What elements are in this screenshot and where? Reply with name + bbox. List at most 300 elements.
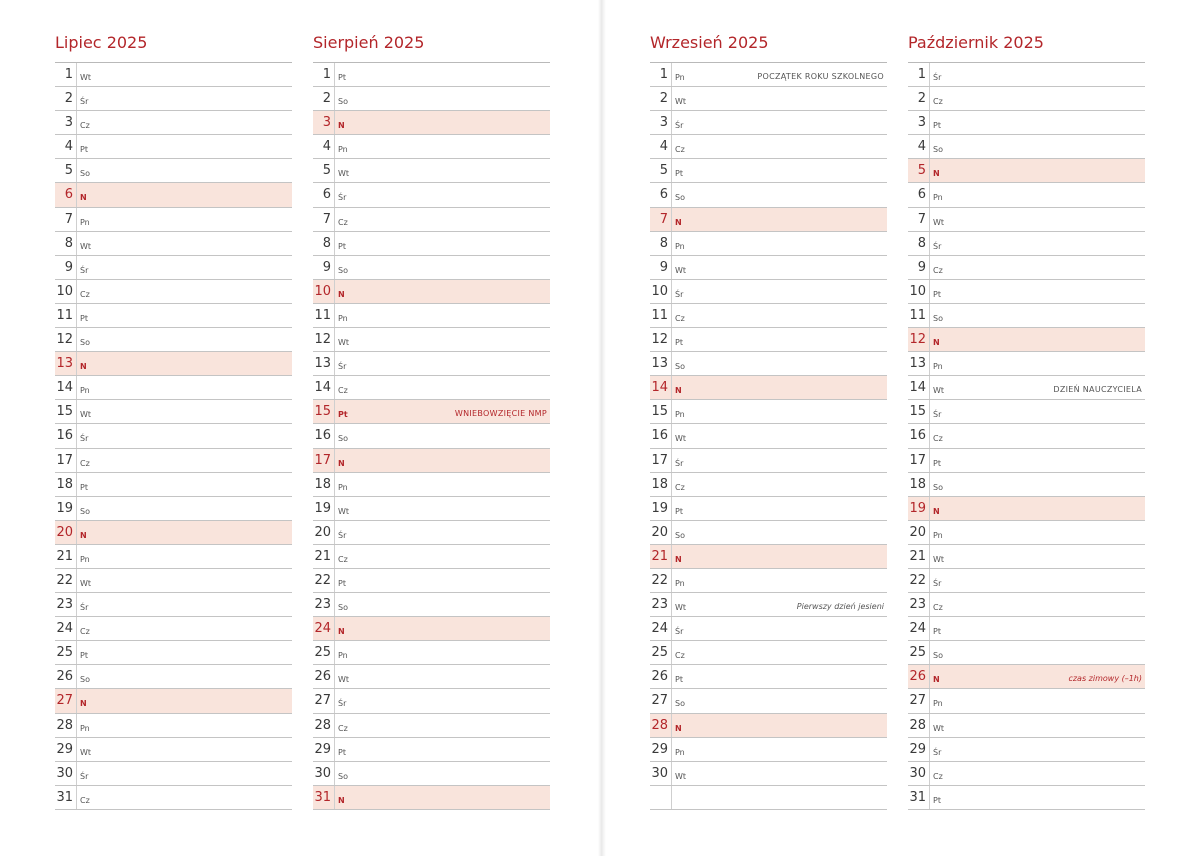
column-divider — [671, 424, 672, 447]
weekday-label: Pt — [338, 410, 348, 420]
day-row — [650, 63, 887, 87]
column-divider — [76, 449, 77, 472]
day-row — [55, 641, 292, 665]
day-row — [908, 617, 1145, 641]
day-number: 1 — [659, 67, 668, 82]
weekday-label: Cz — [338, 217, 348, 227]
column-divider — [671, 400, 672, 423]
month-title: Wrzesień 2025 — [650, 33, 769, 52]
weekday-label: N — [338, 627, 345, 637]
day-row — [55, 473, 292, 497]
day-number: 4 — [64, 139, 73, 155]
day-row — [313, 473, 550, 497]
weekday-label: Wt — [80, 747, 92, 757]
day-row — [650, 183, 887, 207]
column-divider — [334, 738, 335, 761]
column-divider — [334, 665, 335, 688]
day-row — [908, 449, 1145, 473]
column-divider — [929, 63, 930, 86]
day-row — [650, 208, 887, 232]
column-divider — [671, 497, 672, 520]
column-divider — [334, 304, 335, 327]
column-divider — [929, 304, 930, 327]
weekday-label: Pn — [338, 145, 348, 155]
day-number: 13 — [909, 356, 926, 372]
day-number: 9 — [64, 259, 73, 275]
day-row — [908, 256, 1145, 280]
day-number: 5 — [64, 163, 73, 179]
day-row — [55, 424, 292, 448]
day-row — [650, 376, 887, 400]
column-divider — [334, 280, 335, 303]
column-divider — [929, 738, 930, 761]
column-divider — [671, 738, 672, 761]
column-divider — [76, 159, 77, 182]
day-number: 24 — [314, 621, 331, 637]
day-row — [55, 689, 292, 713]
weekday-label: Wt — [338, 675, 350, 685]
day-row — [313, 328, 550, 352]
day-number: 17 — [651, 452, 668, 468]
weekday-label: Pt — [80, 313, 88, 323]
weekday-label: Śr — [933, 241, 942, 251]
day-number: 3 — [322, 115, 331, 131]
day-row — [55, 738, 292, 762]
column-divider — [671, 376, 672, 399]
weekday-label: Pn — [80, 723, 90, 733]
weekday-label: N — [675, 723, 682, 733]
column-divider — [334, 641, 335, 664]
column-divider — [671, 617, 672, 640]
day-row — [650, 352, 887, 376]
column-divider — [334, 400, 335, 423]
day-row — [908, 111, 1145, 135]
day-number: 3 — [917, 115, 926, 131]
day-number: 26 — [651, 669, 668, 685]
day-row — [313, 280, 550, 304]
day-row — [313, 111, 550, 135]
day-number: 16 — [651, 428, 668, 444]
column-divider — [76, 280, 77, 303]
column-divider — [671, 87, 672, 110]
column-divider — [76, 232, 77, 255]
column-divider — [929, 376, 930, 399]
weekday-label: Śr — [338, 699, 347, 709]
day-row — [313, 689, 550, 713]
column-divider — [76, 738, 77, 761]
weekday-label: Wt — [933, 554, 945, 564]
day-row — [908, 328, 1145, 352]
day-number: 6 — [917, 187, 926, 203]
day-row — [650, 280, 887, 304]
day-row — [313, 665, 550, 689]
column-divider — [334, 256, 335, 279]
column-divider — [671, 352, 672, 375]
day-number: 16 — [56, 428, 73, 444]
day-number: 13 — [314, 356, 331, 372]
day-number: 27 — [56, 693, 73, 709]
weekday-label: Pt — [338, 73, 346, 82]
day-row — [908, 304, 1145, 328]
column-divider — [929, 641, 930, 664]
day-number: 14 — [56, 380, 73, 396]
column-divider — [76, 424, 77, 447]
weekday-label: Pt — [933, 627, 941, 637]
column-divider — [334, 87, 335, 110]
weekday-label: Śr — [80, 603, 89, 613]
day-number: 20 — [314, 524, 331, 540]
day-number: 25 — [909, 645, 926, 661]
weekday-label: Wt — [675, 771, 687, 781]
day-number: 7 — [659, 211, 668, 227]
day-row — [55, 521, 292, 545]
day-row — [313, 135, 550, 159]
column-divider — [671, 135, 672, 158]
day-number: 23 — [314, 597, 331, 613]
column-divider — [334, 376, 335, 399]
day-number: 14 — [651, 380, 668, 396]
day-row — [650, 786, 887, 810]
day-row — [908, 689, 1145, 713]
day-number: 26 — [56, 669, 73, 685]
column-divider — [929, 545, 930, 568]
weekday-label: Wt — [675, 434, 687, 444]
weekday-label: So — [675, 193, 685, 203]
day-number: 1 — [64, 67, 73, 82]
weekday-label: Pt — [338, 578, 346, 588]
column-divider — [334, 424, 335, 447]
day-row — [313, 641, 550, 665]
day-note: Pierwszy dzień jesieni — [796, 602, 884, 612]
day-row — [55, 232, 292, 256]
column-divider — [76, 208, 77, 231]
column-divider — [334, 545, 335, 568]
day-row — [55, 135, 292, 159]
column-divider — [929, 400, 930, 423]
day-row — [650, 159, 887, 183]
column-divider — [671, 521, 672, 544]
weekday-label: Śr — [675, 289, 684, 299]
day-number: 23 — [56, 597, 73, 613]
column-divider — [334, 208, 335, 231]
day-number: 8 — [659, 235, 668, 251]
weekday-label: Śr — [338, 530, 347, 540]
day-row — [55, 617, 292, 641]
column-divider — [76, 376, 77, 399]
weekday-label: Śr — [933, 410, 942, 420]
day-number: 12 — [56, 332, 73, 348]
weekday-label: Pt — [675, 169, 683, 179]
weekday-label: Cz — [80, 289, 90, 299]
day-number: 13 — [651, 356, 668, 372]
weekday-label: Pt — [338, 747, 346, 757]
column-divider — [929, 593, 930, 616]
weekday-label: So — [338, 771, 348, 781]
column-divider — [929, 521, 930, 544]
column-divider — [334, 617, 335, 640]
weekday-label: Cz — [933, 97, 943, 107]
column-divider — [76, 183, 77, 206]
weekday-label: Śr — [80, 265, 89, 275]
day-row — [650, 617, 887, 641]
day-grid — [650, 62, 887, 810]
column-divider — [671, 304, 672, 327]
day-number: 11 — [314, 307, 331, 323]
day-row — [908, 183, 1145, 207]
day-row — [55, 256, 292, 280]
day-number: 6 — [322, 187, 331, 203]
column-divider — [671, 159, 672, 182]
day-row — [313, 617, 550, 641]
column-divider — [929, 424, 930, 447]
weekday-label: So — [338, 434, 348, 444]
day-number: 29 — [56, 741, 73, 757]
day-number: 28 — [314, 717, 331, 733]
day-number: 16 — [909, 428, 926, 444]
column-divider — [929, 159, 930, 182]
weekday-label: Cz — [675, 313, 685, 323]
column-divider — [334, 569, 335, 592]
column-divider — [76, 762, 77, 785]
weekday-label: Wt — [80, 578, 92, 588]
column-divider — [671, 449, 672, 472]
column-divider — [76, 63, 77, 86]
column-divider — [671, 714, 672, 737]
day-number: 12 — [909, 332, 926, 348]
day-row — [55, 714, 292, 738]
day-row — [55, 497, 292, 521]
weekday-label: Cz — [80, 627, 90, 637]
weekday-label: Wt — [338, 506, 350, 516]
day-row — [313, 545, 550, 569]
weekday-label: Cz — [338, 386, 348, 396]
column-divider — [334, 689, 335, 712]
weekday-label: Śr — [675, 458, 684, 468]
day-row — [313, 208, 550, 232]
day-number: 18 — [56, 476, 73, 492]
column-divider — [671, 256, 672, 279]
day-number: 22 — [314, 572, 331, 588]
weekday-label: So — [338, 97, 348, 107]
weekday-label: N — [338, 289, 345, 299]
weekday-label: Pn — [338, 482, 348, 492]
weekday-label: So — [80, 169, 90, 179]
column-divider — [76, 400, 77, 423]
day-row — [55, 159, 292, 183]
column-divider — [929, 232, 930, 255]
weekday-label: Pn — [675, 410, 685, 420]
day-row — [55, 762, 292, 786]
day-row — [55, 63, 292, 87]
weekday-label: So — [80, 506, 90, 516]
weekday-label: Pt — [933, 458, 941, 468]
month-column — [650, 0, 887, 856]
column-divider — [671, 473, 672, 496]
weekday-label: N — [933, 169, 940, 179]
day-number: 20 — [56, 524, 73, 540]
column-divider — [929, 569, 930, 592]
day-row — [650, 473, 887, 497]
day-row — [908, 376, 1145, 400]
day-row — [650, 232, 887, 256]
weekday-label: Pn — [80, 554, 90, 564]
column-divider — [76, 111, 77, 134]
day-row — [908, 569, 1145, 593]
weekday-label: Wt — [80, 241, 92, 251]
day-note: WNIEBOWZIĘCIE NMP — [454, 409, 547, 419]
weekday-label: N — [675, 554, 682, 564]
day-number: 4 — [322, 139, 331, 155]
day-number: 17 — [909, 452, 926, 468]
day-row — [55, 400, 292, 424]
weekday-label: So — [80, 675, 90, 685]
weekday-label: Cz — [933, 265, 943, 275]
weekday-label: Pt — [80, 651, 88, 661]
day-row — [650, 256, 887, 280]
column-divider — [334, 593, 335, 616]
day-row — [908, 424, 1145, 448]
day-row — [908, 280, 1145, 304]
day-row — [313, 714, 550, 738]
day-row — [313, 256, 550, 280]
day-number: 11 — [56, 307, 73, 323]
column-divider — [76, 304, 77, 327]
day-row — [650, 135, 887, 159]
column-divider — [671, 232, 672, 255]
day-row — [55, 593, 292, 617]
day-row — [908, 473, 1145, 497]
day-row — [908, 232, 1145, 256]
day-number: 26 — [909, 669, 926, 685]
column-divider — [76, 593, 77, 616]
column-divider — [929, 762, 930, 785]
column-divider — [76, 256, 77, 279]
day-row — [650, 111, 887, 135]
day-number: 2 — [917, 91, 926, 107]
weekday-label: Śr — [675, 627, 684, 637]
column-divider — [334, 449, 335, 472]
day-number: 14 — [909, 380, 926, 396]
weekday-label: So — [933, 651, 943, 661]
column-divider — [671, 762, 672, 785]
day-row — [55, 449, 292, 473]
day-note: DZIEŃ NAUCZYCIELA — [1053, 385, 1142, 395]
weekday-label: Cz — [338, 554, 348, 564]
day-number: 2 — [64, 91, 73, 107]
day-row — [908, 497, 1145, 521]
column-divider — [334, 521, 335, 544]
weekday-label: N — [338, 121, 345, 131]
day-number: 18 — [651, 476, 668, 492]
weekday-label: So — [80, 338, 90, 348]
day-number: 15 — [909, 404, 926, 420]
weekday-label: Pn — [675, 578, 685, 588]
day-row — [313, 593, 550, 617]
weekday-label: Pn — [338, 313, 348, 323]
day-row — [650, 424, 887, 448]
day-row — [313, 497, 550, 521]
column-divider — [929, 449, 930, 472]
column-divider — [76, 473, 77, 496]
weekday-label: N — [675, 217, 682, 227]
day-number: 1 — [917, 67, 926, 82]
day-row — [55, 786, 292, 810]
day-row — [908, 665, 1145, 689]
day-row — [908, 738, 1145, 762]
column-divider — [671, 63, 672, 86]
day-row — [55, 208, 292, 232]
day-number: 11 — [909, 307, 926, 323]
column-divider — [334, 352, 335, 375]
day-row — [313, 449, 550, 473]
day-row — [650, 593, 887, 617]
weekday-label: Pn — [933, 699, 943, 709]
weekday-label: Wt — [338, 338, 350, 348]
day-number: 15 — [56, 404, 73, 420]
weekday-label: Pt — [675, 675, 683, 685]
weekday-label: N — [933, 506, 940, 516]
day-number: 10 — [56, 283, 73, 299]
weekday-label: Wt — [933, 386, 945, 396]
day-number: 26 — [314, 669, 331, 685]
column-divider — [334, 473, 335, 496]
column-divider — [929, 786, 930, 809]
column-divider — [671, 593, 672, 616]
weekday-label: N — [338, 795, 345, 805]
day-row — [55, 280, 292, 304]
day-number: 21 — [651, 548, 668, 564]
day-row — [650, 665, 887, 689]
day-number: 24 — [651, 621, 668, 637]
day-note: czas zimowy (–1h) — [1068, 674, 1142, 684]
day-number: 18 — [314, 476, 331, 492]
column-divider — [76, 545, 77, 568]
weekday-label: Cz — [933, 434, 943, 444]
weekday-label: So — [933, 145, 943, 155]
day-row — [313, 352, 550, 376]
day-row — [55, 352, 292, 376]
column-divider — [671, 569, 672, 592]
day-row — [650, 545, 887, 569]
day-number: 19 — [651, 500, 668, 516]
day-row — [313, 376, 550, 400]
weekday-label: Cz — [80, 795, 90, 805]
column-divider — [76, 135, 77, 158]
day-number: 31 — [56, 789, 73, 805]
weekday-label: So — [675, 699, 685, 709]
column-divider — [334, 497, 335, 520]
weekday-label: Pn — [933, 362, 943, 372]
weekday-label: So — [338, 265, 348, 275]
day-number: 6 — [659, 187, 668, 203]
day-number: 3 — [64, 115, 73, 131]
column-divider — [671, 280, 672, 303]
month-column — [908, 0, 1145, 856]
column-divider — [929, 689, 930, 712]
day-row — [650, 738, 887, 762]
day-row — [313, 183, 550, 207]
day-row — [650, 569, 887, 593]
day-number: 25 — [651, 645, 668, 661]
day-number: 28 — [909, 717, 926, 733]
weekday-label: Pt — [675, 506, 683, 516]
day-number: 22 — [56, 572, 73, 588]
day-number: 15 — [314, 404, 331, 420]
day-row — [650, 449, 887, 473]
day-number: 20 — [651, 524, 668, 540]
weekday-label: Pt — [80, 482, 88, 492]
day-number: 9 — [322, 259, 331, 275]
